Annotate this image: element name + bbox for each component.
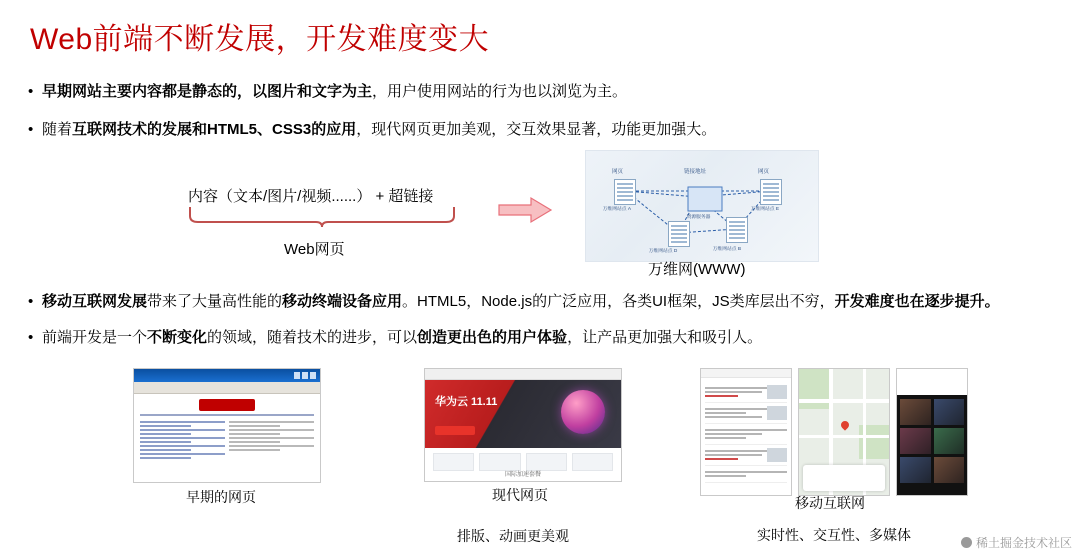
text-line	[229, 437, 314, 439]
map-park-area	[799, 369, 833, 409]
mobile-statusbar	[701, 369, 791, 378]
text-line	[229, 421, 314, 423]
www-topology-image	[585, 150, 819, 262]
map-pin-icon	[839, 419, 850, 430]
caption-mobile-web: 移动互联网	[795, 495, 865, 511]
text-line	[705, 454, 762, 456]
www-node-d-label: 万维网站点 D	[648, 248, 678, 254]
bullet-1-seg-0: 早期网站主要内容都是静态的，以图片和文字为主	[42, 83, 373, 100]
hero-banner	[425, 380, 621, 448]
www-node-b-label: 万维网站点 B	[712, 246, 741, 252]
old-page-columns	[140, 419, 314, 461]
bullet-2-seg-1: 互联网技术的发展和HTML5、CSS3的应用	[72, 121, 357, 138]
map-info-card[interactable]	[803, 465, 885, 491]
bullet-4-seg-4: ，让产品更加强大和吸引人。	[567, 329, 763, 346]
bullet-4-seg-1: 不断变化	[147, 329, 208, 346]
www-node-d	[668, 221, 690, 247]
www-node-b	[726, 217, 748, 243]
text-line	[705, 471, 787, 473]
text-line	[229, 441, 280, 443]
shot-mobile-media	[896, 368, 968, 496]
text-line	[229, 433, 280, 435]
www-node-center-top: 链接地址	[684, 169, 707, 175]
www-node-a-label: 万维网站点 A	[602, 206, 631, 212]
text-line	[705, 475, 746, 477]
map-road	[799, 399, 889, 403]
old-page-col-2	[229, 419, 314, 461]
bullet-4-seg-2: 的领域，随着技术的进步，可以	[207, 329, 418, 346]
text-line	[705, 416, 762, 418]
arrow-right-icon	[497, 196, 553, 224]
text-line	[705, 437, 746, 439]
browser-toolbar	[134, 382, 320, 394]
map-road	[799, 435, 889, 438]
text-line	[140, 449, 191, 451]
media-app-header	[897, 369, 967, 395]
hero-cards	[425, 448, 621, 482]
text-line	[140, 437, 225, 439]
caption-old-web: 早期的网页	[186, 489, 256, 505]
text-line	[140, 421, 225, 423]
media-grid	[900, 399, 964, 483]
bullet-item-2	[28, 120, 716, 140]
media-tile[interactable]	[900, 457, 931, 483]
bullet-3-seg-0: 移动互联网发展	[42, 293, 148, 310]
subcaption-modern-web: 排版、动画更美观	[457, 528, 569, 544]
media-tile[interactable]	[934, 399, 965, 425]
circle-logo-icon	[961, 537, 972, 548]
text-line	[229, 445, 314, 447]
www-node-a-top: 网页	[612, 169, 624, 175]
text-line	[140, 429, 225, 431]
text-line	[140, 457, 191, 459]
yahoo-logo	[199, 399, 255, 411]
media-tile[interactable]	[934, 428, 965, 454]
shot-mobile-map	[798, 368, 890, 496]
bullet-item-3	[28, 292, 1000, 312]
bullet-marker: •	[28, 121, 34, 138]
hero-sphere-graphic	[561, 390, 605, 434]
web-page-label: Web网页	[284, 241, 345, 258]
bullet-1-seg-1: ，用户使用网站的行为也以浏览为主。	[372, 83, 628, 100]
shot-mobile-news	[700, 368, 792, 496]
bullet-item-4	[28, 328, 762, 348]
text-line	[229, 449, 280, 451]
text-line	[140, 433, 191, 435]
text-line	[229, 425, 280, 427]
media-app-body	[897, 369, 967, 495]
shot-old-web	[133, 368, 321, 483]
text-line-highlight	[705, 458, 738, 460]
bullet-marker: •	[28, 329, 34, 346]
page-title: Web前端不断发展，开发难度变大	[30, 23, 490, 56]
thumbnail	[767, 406, 787, 420]
old-page-col-1	[140, 419, 225, 461]
bullet-2-seg-0: 随着	[42, 121, 73, 138]
mobile-news-list	[701, 378, 791, 487]
brace-shape	[188, 206, 456, 228]
media-tile[interactable]	[934, 457, 965, 483]
bullet-marker: •	[28, 83, 34, 100]
text-line	[705, 433, 762, 435]
bullet-marker: •	[28, 293, 34, 310]
subcaption-mobile-web: 实时性、交互性、多媒体	[757, 527, 911, 543]
text-line	[140, 453, 225, 455]
bullet-3-seg-4: 开发难度也在逐步提升。	[834, 293, 1000, 310]
bullet-item-1	[28, 82, 627, 102]
www-node-e-label: 万维网站点 E	[750, 206, 779, 212]
www-node-e	[760, 179, 782, 205]
www-caption: 万维网(WWW)	[648, 261, 746, 278]
list-item[interactable]	[705, 382, 787, 403]
www-node-a	[614, 179, 636, 205]
map-view[interactable]	[799, 369, 889, 495]
list-item[interactable]	[705, 445, 787, 466]
caption-modern-web: 现代网页	[492, 487, 548, 503]
text-line	[705, 412, 746, 414]
text-line	[705, 391, 762, 393]
www-node-e-top: 网页	[758, 169, 770, 175]
bullet-3-seg-2: 移动终端设备应用	[282, 293, 403, 310]
bullet-3-seg-3: 。HTML5，Node.js的广泛应用，各类UI框架，JS类库层出不穷，	[402, 293, 835, 310]
content-formula: 内容（文本/图片/视频......） + 超链接	[188, 188, 434, 205]
browser-titlebar	[134, 369, 320, 382]
watermark-text: 稀土掘金技术社区	[975, 536, 1072, 550]
divider	[140, 414, 314, 416]
hero-subtitle: 国际加速套餐	[504, 472, 541, 478]
bullet-3-seg-1: 带来了大量高性能的	[147, 293, 283, 310]
hero-title: 华为云 11.11	[435, 396, 498, 408]
text-line-highlight	[705, 395, 738, 397]
hero-cta-button[interactable]	[435, 426, 475, 435]
text-line	[229, 429, 314, 431]
old-page-body	[134, 394, 320, 483]
media-tile[interactable]	[900, 399, 931, 425]
shot-modern-web	[424, 368, 622, 482]
thumbnail	[767, 385, 787, 399]
text-line	[705, 429, 787, 431]
bullet-2-seg-2: ，现代网页更加美观，交互效果显著，功能更加强大。	[356, 121, 717, 138]
site-navbar	[425, 369, 621, 380]
list-item[interactable]	[705, 466, 787, 483]
media-tile[interactable]	[900, 428, 931, 454]
watermark	[961, 534, 1072, 551]
list-item[interactable]	[705, 403, 787, 424]
www-node-center-label: 资源服务器	[686, 214, 711, 220]
text-line	[140, 441, 191, 443]
bullet-4-seg-0: 前端开发是一个	[42, 329, 148, 346]
text-line	[140, 445, 225, 447]
list-item[interactable]	[705, 424, 787, 445]
text-line	[140, 425, 191, 427]
bullet-4-seg-3: 创造更出色的用户体验	[417, 329, 568, 346]
thumbnail	[767, 448, 787, 462]
